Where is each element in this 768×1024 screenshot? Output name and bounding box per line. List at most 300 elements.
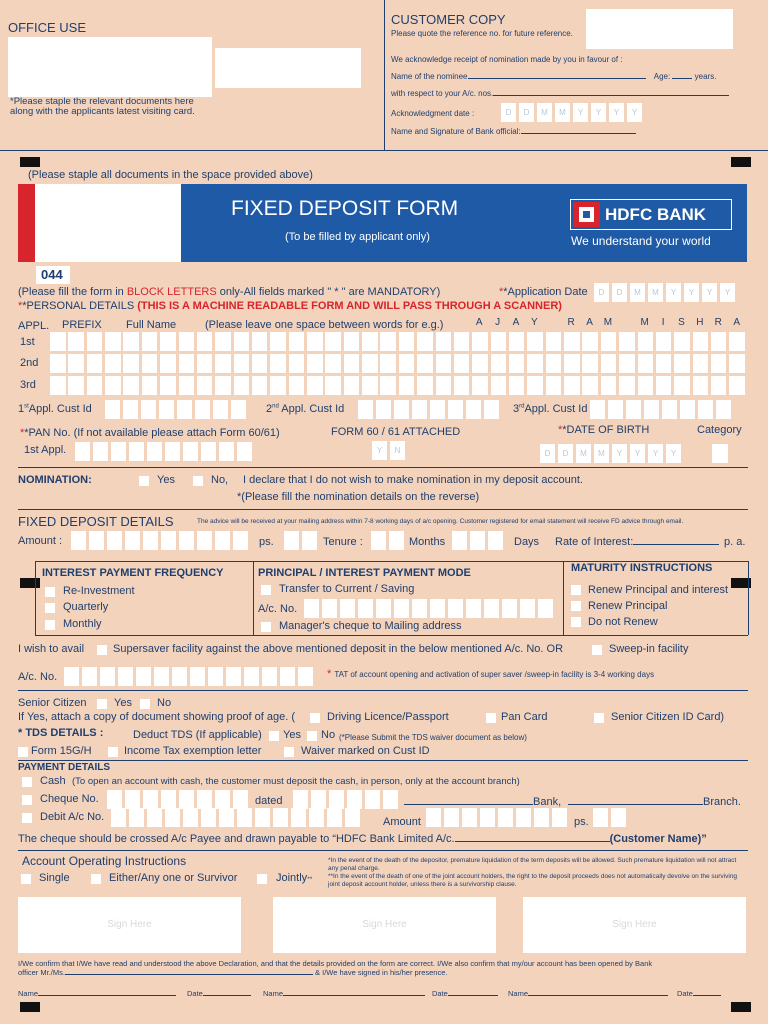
name-cell[interactable]	[87, 332, 103, 351]
input-cell[interactable]	[412, 599, 427, 618]
name-cell[interactable]	[527, 354, 543, 373]
cheque-no-cells[interactable]	[107, 790, 251, 809]
name-cell[interactable]	[362, 354, 378, 373]
name-cell[interactable]	[307, 332, 323, 351]
input-cell[interactable]	[179, 790, 194, 809]
input-cell[interactable]	[376, 400, 391, 419]
name-cell[interactable]	[674, 332, 690, 351]
name-cell[interactable]	[546, 332, 562, 351]
input-cell[interactable]	[273, 808, 288, 827]
input-cell[interactable]	[680, 400, 695, 419]
input-cell[interactable]	[302, 531, 317, 550]
input-cell[interactable]	[293, 790, 308, 809]
name-cell[interactable]	[105, 332, 121, 351]
dob-cells[interactable]	[540, 444, 684, 463]
office-use-staple-area[interactable]	[8, 37, 212, 97]
name-cell[interactable]	[270, 332, 286, 351]
input-cell[interactable]	[255, 808, 270, 827]
input-cell[interactable]	[484, 400, 499, 419]
input-cell[interactable]	[165, 808, 180, 827]
input-cell[interactable]: Y	[573, 103, 588, 122]
footer-date-field-1[interactable]	[203, 995, 251, 996]
input-cell[interactable]	[161, 531, 176, 550]
input-cell[interactable]: Y	[612, 444, 627, 463]
name-cell[interactable]	[417, 354, 433, 373]
name-cell[interactable]	[289, 376, 305, 395]
input-cell[interactable]: Y	[720, 283, 735, 302]
name-cell[interactable]	[619, 376, 635, 395]
input-cell[interactable]	[165, 442, 180, 461]
name-cell[interactable]	[601, 332, 617, 351]
input-cell[interactable]	[123, 400, 138, 419]
name-cell[interactable]	[380, 376, 396, 395]
input-cell[interactable]	[502, 599, 517, 618]
name-cell[interactable]	[509, 332, 525, 351]
input-cell[interactable]	[183, 808, 198, 827]
customer-name-field[interactable]	[455, 841, 610, 842]
input-cell[interactable]	[466, 400, 481, 419]
form60-cells[interactable]	[372, 441, 408, 460]
input-cell[interactable]	[75, 442, 90, 461]
sign-box-3[interactable]: Sign Here	[523, 897, 746, 953]
name-cell[interactable]	[601, 376, 617, 395]
name-cell[interactable]	[215, 376, 231, 395]
age-field[interactable]	[672, 78, 692, 79]
input-cell[interactable]	[195, 400, 210, 419]
name-cell[interactable]	[344, 354, 360, 373]
input-cell[interactable]	[470, 531, 485, 550]
sweep-in-checkbox[interactable]	[592, 645, 602, 655]
input-cell[interactable]	[498, 808, 513, 827]
name-cell[interactable]	[160, 332, 176, 351]
quarterly-checkbox[interactable]	[45, 603, 55, 613]
input-cell[interactable]	[327, 808, 342, 827]
cust-id-1-cells[interactable]	[105, 400, 249, 419]
input-cell[interactable]	[716, 400, 731, 419]
name-cell[interactable]	[142, 332, 158, 351]
input-cell[interactable]	[111, 808, 126, 827]
name-cell[interactable]	[215, 354, 231, 373]
input-cell[interactable]	[365, 790, 380, 809]
input-cell[interactable]	[118, 667, 133, 686]
input-cell[interactable]: D	[594, 283, 609, 302]
input-cell[interactable]	[626, 400, 641, 419]
category-field[interactable]	[712, 444, 728, 463]
name-cell[interactable]	[436, 332, 452, 351]
input-cell[interactable]	[136, 667, 151, 686]
senior-id-checkbox[interactable]	[594, 713, 604, 723]
name-cell[interactable]	[362, 332, 378, 351]
input-cell[interactable]	[190, 667, 205, 686]
nominee-field[interactable]	[468, 78, 646, 79]
input-cell[interactable]	[462, 808, 477, 827]
name-cell[interactable]	[454, 332, 470, 351]
renew-principal-interest-checkbox[interactable]	[571, 585, 581, 595]
input-cell[interactable]	[201, 442, 216, 461]
input-cell[interactable]	[280, 667, 295, 686]
name-cell[interactable]	[325, 332, 341, 351]
input-cell[interactable]	[237, 442, 252, 461]
input-cell[interactable]	[383, 790, 398, 809]
name-cell[interactable]	[123, 376, 139, 395]
name-cell[interactable]	[68, 332, 84, 351]
name-cell[interactable]	[619, 354, 635, 373]
input-cell[interactable]	[452, 531, 467, 550]
name-cell[interactable]	[362, 376, 378, 395]
name-cell[interactable]	[179, 354, 195, 373]
tenure-days-cells[interactable]	[452, 531, 506, 550]
cust-id-2-cells[interactable]	[358, 400, 502, 419]
name-cell[interactable]	[87, 354, 103, 373]
cash-checkbox[interactable]	[22, 777, 32, 787]
input-cell[interactable]	[593, 808, 608, 827]
name-cell[interactable]	[399, 332, 415, 351]
input-cell[interactable]	[538, 599, 553, 618]
input-cell[interactable]	[304, 599, 319, 618]
input-cell[interactable]: Y	[609, 103, 624, 122]
name-cell[interactable]	[656, 332, 672, 351]
input-cell[interactable]: M	[555, 103, 570, 122]
payment-ac-no-cells[interactable]	[304, 599, 556, 618]
name-cell[interactable]	[674, 376, 690, 395]
either-survivor-checkbox[interactable]	[91, 874, 101, 884]
input-cell[interactable]	[466, 599, 481, 618]
name-cell[interactable]	[601, 354, 617, 373]
input-cell[interactable]	[488, 531, 503, 550]
name-cell[interactable]	[582, 354, 598, 373]
application-date-cells[interactable]	[594, 283, 738, 302]
do-not-renew-checkbox[interactable]	[571, 617, 581, 627]
amount-ps-cells[interactable]	[284, 531, 320, 550]
input-cell[interactable]	[516, 808, 531, 827]
debit-ac-cells[interactable]	[111, 808, 363, 827]
input-cell[interactable]	[125, 531, 140, 550]
input-cell[interactable]: D	[519, 103, 534, 122]
name-cell[interactable]	[270, 376, 286, 395]
input-cell[interactable]	[172, 667, 187, 686]
input-cell[interactable]	[183, 442, 198, 461]
name-cell[interactable]	[179, 376, 195, 395]
name-cell[interactable]	[638, 354, 654, 373]
footer-name-field-3[interactable]	[528, 995, 668, 996]
input-cell[interactable]	[298, 667, 313, 686]
input-cell[interactable]	[147, 808, 162, 827]
input-cell[interactable]	[608, 400, 623, 419]
input-cell[interactable]	[82, 667, 97, 686]
single-checkbox[interactable]	[21, 874, 31, 884]
name-cell[interactable]	[582, 376, 598, 395]
input-cell[interactable]	[197, 790, 212, 809]
input-cell[interactable]	[698, 400, 713, 419]
name-cell[interactable]	[582, 332, 598, 351]
form15-checkbox[interactable]	[18, 747, 28, 757]
name-cell[interactable]	[123, 354, 139, 373]
input-cell[interactable]	[329, 790, 344, 809]
managers-cheque-checkbox[interactable]	[261, 622, 271, 632]
input-cell[interactable]	[215, 790, 230, 809]
input-cell[interactable]: Y	[684, 283, 699, 302]
name-cell[interactable]	[234, 332, 250, 351]
name-cell[interactable]	[711, 376, 727, 395]
name-cell[interactable]	[472, 376, 488, 395]
name-cell[interactable]	[197, 332, 213, 351]
customer-reference-box[interactable]	[586, 9, 733, 49]
name-cell[interactable]	[509, 354, 525, 373]
ack-date-cells[interactable]	[501, 103, 645, 122]
name-cell[interactable]	[234, 354, 250, 373]
input-cell[interactable]: N	[390, 441, 405, 460]
reinvestment-checkbox[interactable]	[45, 587, 55, 597]
input-cell[interactable]	[311, 790, 326, 809]
input-cell[interactable]	[125, 790, 140, 809]
pan-cells[interactable]	[75, 442, 255, 461]
input-cell[interactable]	[347, 790, 362, 809]
bank-field[interactable]	[404, 804, 533, 805]
payment-ps-cells[interactable]	[593, 808, 629, 827]
name-row-1st[interactable]	[50, 332, 748, 351]
input-cell[interactable]: M	[576, 444, 591, 463]
name-cell[interactable]	[693, 376, 709, 395]
input-cell[interactable]	[231, 400, 246, 419]
waiver-checkbox[interactable]	[284, 747, 294, 757]
input-cell[interactable]	[371, 531, 386, 550]
name-cell[interactable]	[123, 332, 139, 351]
name-cell[interactable]	[380, 354, 396, 373]
payment-amount-cells[interactable]	[426, 808, 570, 827]
name-cell[interactable]	[215, 332, 231, 351]
rate-field[interactable]	[633, 544, 719, 545]
name-cell[interactable]	[87, 376, 103, 395]
input-cell[interactable]	[213, 400, 228, 419]
input-cell[interactable]	[93, 442, 108, 461]
input-cell[interactable]	[244, 667, 259, 686]
cust-id-3-cells[interactable]	[590, 400, 734, 419]
input-cell[interactable]	[100, 667, 115, 686]
input-cell[interactable]	[394, 400, 409, 419]
input-cell[interactable]	[105, 400, 120, 419]
name-cell[interactable]	[179, 332, 195, 351]
name-cell[interactable]	[307, 376, 323, 395]
name-cell[interactable]	[564, 354, 580, 373]
driving-licence-checkbox[interactable]	[310, 713, 320, 723]
name-cell[interactable]	[344, 332, 360, 351]
name-cell[interactable]	[693, 354, 709, 373]
input-cell[interactable]: M	[630, 283, 645, 302]
input-cell[interactable]	[644, 400, 659, 419]
input-cell[interactable]	[340, 599, 355, 618]
name-cell[interactable]	[142, 354, 158, 373]
pan-card-checkbox[interactable]	[486, 713, 496, 723]
input-cell[interactable]: D	[540, 444, 555, 463]
input-cell[interactable]	[520, 599, 535, 618]
it-exemption-checkbox[interactable]	[108, 747, 118, 757]
input-cell[interactable]	[291, 808, 306, 827]
name-cell[interactable]	[68, 376, 84, 395]
input-cell[interactable]	[412, 400, 427, 419]
input-cell[interactable]	[552, 808, 567, 827]
input-cell[interactable]	[177, 400, 192, 419]
name-cell[interactable]	[711, 354, 727, 373]
input-cell[interactable]	[345, 808, 360, 827]
name-cell[interactable]	[527, 376, 543, 395]
bank-official-field[interactable]	[521, 133, 636, 134]
name-cell[interactable]	[674, 354, 690, 373]
name-cell[interactable]	[656, 376, 672, 395]
name-cell[interactable]	[307, 354, 323, 373]
name-cell[interactable]	[68, 354, 84, 373]
input-cell[interactable]	[159, 400, 174, 419]
input-cell[interactable]: Y	[372, 441, 387, 460]
name-row-2nd[interactable]	[50, 354, 748, 373]
name-cell[interactable]	[454, 376, 470, 395]
name-cell[interactable]	[252, 354, 268, 373]
name-cell[interactable]	[399, 354, 415, 373]
name-cell[interactable]	[252, 376, 268, 395]
input-cell[interactable]: D	[558, 444, 573, 463]
input-cell[interactable]	[358, 400, 373, 419]
footer-name-field-1[interactable]	[38, 995, 176, 996]
input-cell[interactable]	[426, 808, 441, 827]
name-cell[interactable]	[325, 376, 341, 395]
input-cell[interactable]	[111, 442, 126, 461]
name-cell[interactable]	[50, 332, 66, 351]
input-cell[interactable]: Y	[630, 444, 645, 463]
name-cell[interactable]	[50, 354, 66, 373]
tds-no-checkbox[interactable]	[307, 731, 317, 741]
name-cell[interactable]	[729, 332, 745, 351]
name-cell[interactable]	[344, 376, 360, 395]
input-cell[interactable]	[309, 808, 324, 827]
input-cell[interactable]	[444, 808, 459, 827]
account-field[interactable]	[493, 95, 729, 96]
name-cell[interactable]	[454, 354, 470, 373]
input-cell[interactable]: Y	[666, 444, 681, 463]
input-cell[interactable]	[129, 442, 144, 461]
input-cell[interactable]	[358, 599, 373, 618]
supersaver-ac-no-cells[interactable]	[64, 667, 316, 686]
renew-principal-checkbox[interactable]	[571, 601, 581, 611]
input-cell[interactable]	[448, 400, 463, 419]
input-cell[interactable]	[262, 667, 277, 686]
name-cell[interactable]	[564, 376, 580, 395]
input-cell[interactable]	[394, 599, 409, 618]
name-cell[interactable]	[527, 332, 543, 351]
input-cell[interactable]: M	[537, 103, 552, 122]
name-cell[interactable]	[711, 332, 727, 351]
name-cell[interactable]	[436, 376, 452, 395]
name-cell[interactable]	[197, 354, 213, 373]
input-cell[interactable]	[64, 667, 79, 686]
input-cell[interactable]	[448, 599, 463, 618]
input-cell[interactable]	[143, 531, 158, 550]
input-cell[interactable]	[219, 808, 234, 827]
officer-name-field[interactable]	[65, 974, 313, 975]
input-cell[interactable]: D	[501, 103, 516, 122]
sign-box-2[interactable]: Sign Here	[273, 897, 496, 953]
name-cell[interactable]	[619, 332, 635, 351]
input-cell[interactable]	[219, 442, 234, 461]
name-cell[interactable]	[491, 354, 507, 373]
input-cell[interactable]	[430, 400, 445, 419]
input-cell[interactable]	[233, 531, 248, 550]
name-cell[interactable]	[105, 354, 121, 373]
amount-cells[interactable]	[71, 531, 251, 550]
name-cell[interactable]	[472, 354, 488, 373]
name-cell[interactable]	[289, 354, 305, 373]
input-cell[interactable]	[480, 808, 495, 827]
input-cell[interactable]	[484, 599, 499, 618]
input-cell[interactable]: M	[594, 444, 609, 463]
nomination-no-checkbox[interactable]	[193, 476, 203, 486]
cheque-date-cells[interactable]	[293, 790, 401, 809]
input-cell[interactable]	[611, 808, 626, 827]
name-cell[interactable]	[325, 354, 341, 373]
input-cell[interactable]	[226, 667, 241, 686]
name-cell[interactable]	[546, 376, 562, 395]
name-cell[interactable]	[380, 332, 396, 351]
input-cell[interactable]	[215, 531, 230, 550]
input-cell[interactable]	[129, 808, 144, 827]
name-cell[interactable]	[105, 376, 121, 395]
input-cell[interactable]	[590, 400, 605, 419]
input-cell[interactable]	[154, 667, 169, 686]
tds-yes-checkbox[interactable]	[269, 731, 279, 741]
input-cell[interactable]	[147, 442, 162, 461]
input-cell[interactable]: Y	[627, 103, 642, 122]
name-cell[interactable]	[234, 376, 250, 395]
input-cell[interactable]	[179, 531, 194, 550]
transfer-checkbox[interactable]	[261, 585, 271, 595]
name-cell[interactable]	[160, 354, 176, 373]
debit-checkbox[interactable]	[22, 813, 32, 823]
name-cell[interactable]	[50, 376, 66, 395]
name-cell[interactable]	[509, 376, 525, 395]
branch-field[interactable]	[568, 804, 703, 805]
input-cell[interactable]: D	[612, 283, 627, 302]
input-cell[interactable]: Y	[591, 103, 606, 122]
senior-no-checkbox[interactable]	[140, 699, 150, 709]
input-cell[interactable]	[430, 599, 445, 618]
name-cell[interactable]	[546, 354, 562, 373]
footer-name-field-2[interactable]	[283, 995, 425, 996]
jointly-checkbox[interactable]	[257, 874, 267, 884]
input-cell[interactable]	[662, 400, 677, 419]
input-cell[interactable]	[89, 531, 104, 550]
name-cell[interactable]	[729, 376, 745, 395]
input-cell[interactable]	[201, 808, 216, 827]
input-cell[interactable]: M	[648, 283, 663, 302]
name-cell[interactable]	[729, 354, 745, 373]
footer-date-field-3[interactable]	[693, 995, 721, 996]
name-cell[interactable]	[160, 376, 176, 395]
input-cell[interactable]: Y	[702, 283, 717, 302]
input-cell[interactable]	[197, 531, 212, 550]
name-cell[interactable]	[491, 376, 507, 395]
nomination-yes-checkbox[interactable]	[139, 476, 149, 486]
name-cell[interactable]	[436, 354, 452, 373]
input-cell[interactable]	[71, 531, 86, 550]
name-cell[interactable]	[417, 332, 433, 351]
input-cell[interactable]	[322, 599, 337, 618]
input-cell[interactable]	[208, 667, 223, 686]
name-cell[interactable]	[197, 376, 213, 395]
input-cell[interactable]: Y	[648, 444, 663, 463]
tenure-months-cells[interactable]	[371, 531, 407, 550]
name-cell[interactable]	[472, 332, 488, 351]
sign-box-1[interactable]: Sign Here	[18, 897, 241, 953]
name-cell[interactable]	[638, 376, 654, 395]
name-cell[interactable]	[289, 332, 305, 351]
